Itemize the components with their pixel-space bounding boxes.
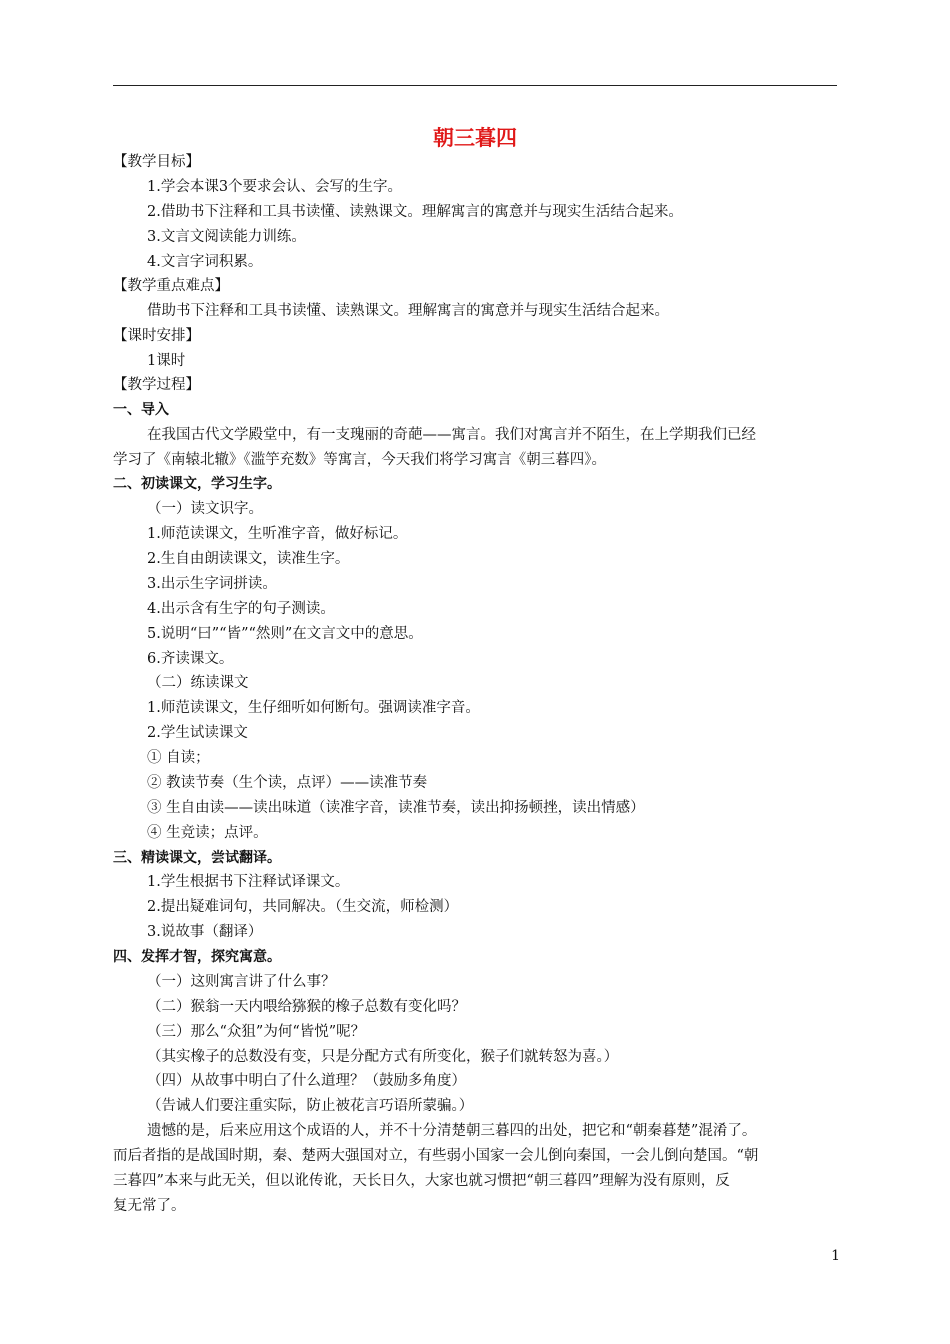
goal-1: 1.学会本课3个要求会认、会写的生字。 bbox=[147, 179, 403, 195]
section-2-a-item3: 3.出示生字词拼读。 bbox=[147, 576, 277, 592]
section-2-b-item1: 1.师范读课文，生仔细听如何断句。强调读准字音。 bbox=[147, 700, 480, 716]
section-2-heading: 二、初读课文，学习生字。 bbox=[113, 476, 281, 492]
schedule-text: 1课时 bbox=[147, 353, 186, 369]
closing-para-line3: 三暮四”本来与此无关，但以讹传讹，天长日久，大家也就习惯把“朝三暮四”理解为没有原则，反 bbox=[113, 1173, 730, 1189]
heading-key-points: 【教学重点难点】 bbox=[113, 278, 229, 294]
section-2-a-item1: 1.师范读课文，生听准字音，做好标记。 bbox=[147, 526, 408, 542]
section-4-q3: （三）那么“众狙”为何“皆悦”呢？ bbox=[147, 1024, 366, 1040]
section-4-a4: （告诫人们要注重实际，防止被花言巧语所蒙骗。） bbox=[147, 1098, 474, 1114]
page-title: 朝三暮四 bbox=[433, 126, 517, 150]
closing-para-line2: 而后者指的是战国时期，秦、楚两大强国对立，有些弱小国家一会儿倒向秦国，一会儿倒向楚国。“朝 bbox=[113, 1148, 759, 1164]
key-points-text: 借助书下注释和工具书读懂、读熟课文。理解寓言的寓意并与现实生活结合起来。 bbox=[147, 303, 669, 319]
page-number: 1 bbox=[831, 1248, 840, 1264]
section-1-para-line2: 学习了《南辕北辙》《滥竽充数》等寓言，今天我们将学习寓言《朝三暮四》。 bbox=[113, 452, 606, 468]
goal-2: 2.借助书下注释和工具书读懂、读熟课文。理解寓言的寓意并与现实生活结合起来。 bbox=[147, 204, 683, 220]
section-4-q1: （一）这则寓言讲了什么事？ bbox=[147, 974, 336, 990]
section-3-item1: 1.学生根据书下注释试译课文。 bbox=[147, 874, 350, 890]
section-4-q4: （四）从故事中明白了什么道理？（鼓励多角度） bbox=[147, 1073, 466, 1089]
heading-teaching-goals: 【教学目标】 bbox=[113, 154, 200, 170]
section-3-heading: 三、精读课文，尝试翻译。 bbox=[113, 850, 281, 866]
section-2-b-step1: ① 自读； bbox=[147, 750, 210, 766]
goal-3: 3.文言文阅读能力训练。 bbox=[147, 229, 306, 245]
heading-process: 【教学过程】 bbox=[113, 377, 200, 393]
section-2-sub-a: （一）读文识字。 bbox=[147, 501, 263, 517]
section-2-b-step3: ③ 生自由读——读出味道（读准字音，读准节奏，读出抑扬顿挫，读出情感） bbox=[147, 800, 645, 816]
section-4-a3: （其实橡子的总数没有变，只是分配方式有所变化，猴子们就转怒为喜。） bbox=[147, 1049, 619, 1065]
header-rule bbox=[113, 85, 837, 86]
section-3-item2: 2.提出疑难词句，共同解决。（生交流，师检测） bbox=[147, 899, 459, 915]
section-2-sub-b: （二）练读课文 bbox=[147, 675, 249, 691]
section-2-b-step4: ④ 生竞读；点评。 bbox=[147, 825, 268, 841]
heading-schedule: 【课时安排】 bbox=[113, 328, 200, 344]
section-2-b-step2: ② 教读节奏（生个读，点评）——读准节奏 bbox=[147, 775, 428, 791]
section-2-a-item5: 5.说明“曰”“皆”“然则”在文言文中的意思。 bbox=[147, 626, 423, 642]
section-4-heading: 四、发挥才智，探究寓意。 bbox=[113, 949, 281, 965]
section-2-a-item4: 4.出示含有生字的句子测读。 bbox=[147, 601, 335, 617]
section-1-para-line1: 在我国古代文学殿堂中，有一支瑰丽的奇葩——寓言。我们对寓言并不陌生，在上学期我们已经 bbox=[147, 427, 756, 443]
section-2-a-item6: 6.齐读课文。 bbox=[147, 651, 234, 667]
section-3-item3: 3.说故事（翻译） bbox=[147, 924, 263, 940]
section-2-a-item2: 2.生自由朗读课文，读准生字。 bbox=[147, 551, 350, 567]
goal-4: 4.文言字词积累。 bbox=[147, 254, 263, 270]
closing-para-line1: 遗憾的是，后来应用这个成语的人，并不十分清楚朝三暮四的出处，把它和“朝秦暮楚”混淆了。 bbox=[147, 1123, 757, 1139]
closing-para-line4: 复无常了。 bbox=[113, 1198, 186, 1214]
section-4-q2: （二）猴翁一天内喂给猕猴的橡子总数有变化吗？ bbox=[147, 999, 466, 1015]
section-1-heading: 一、导入 bbox=[113, 402, 169, 418]
section-2-b-item2: 2.学生试读课文 bbox=[147, 725, 248, 741]
